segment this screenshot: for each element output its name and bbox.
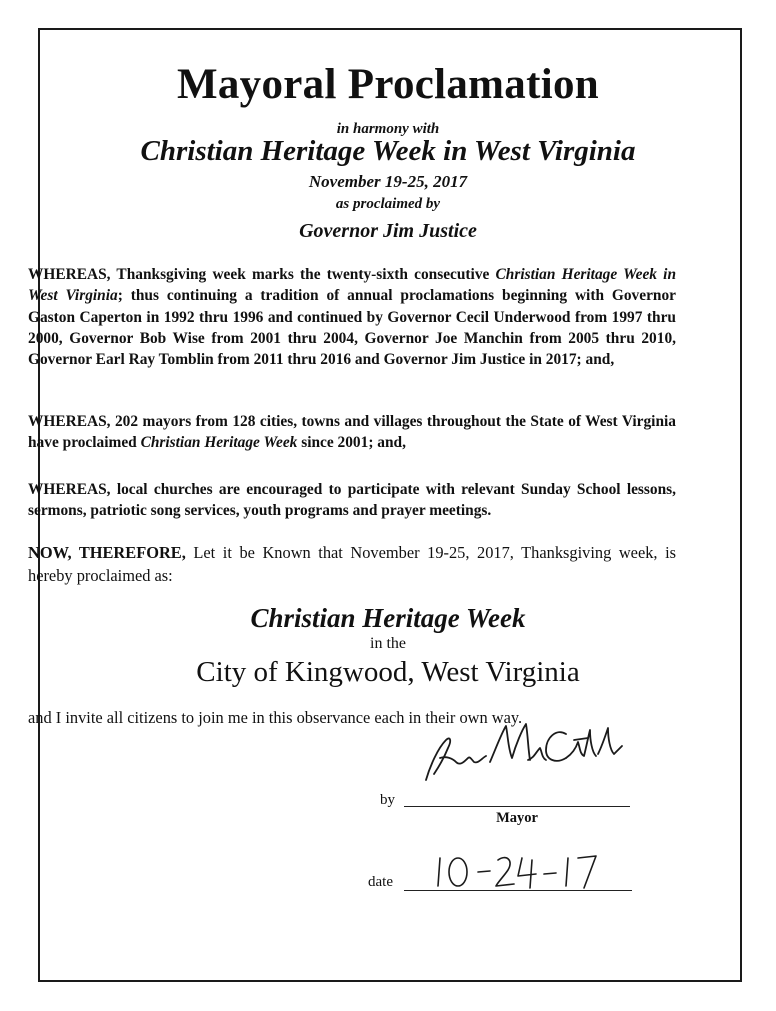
in-the-text: in the	[370, 635, 406, 652]
mayor-label: Mayor	[496, 810, 538, 826]
date-label: date	[368, 874, 393, 890]
whereas-paragraph-3: WHEREAS, local churches are encouraged to participate with relevant Sunday School lessons, sermons, patriotic song services, youth programs and prayer meetings.	[28, 481, 676, 520]
proclaimed-week: Christian Heritage Week	[250, 603, 526, 633]
by-label: by	[380, 792, 395, 808]
whereas-paragraph-1: WHEREAS, Thanksgiving week marks the twenty-sixth consecutive Christian Heritage Week in West Virginia; thus continuing a tradition of annual proclamations beginning with Governor Gaston Caperton in 1992 thru 1996 and continued by Governor Cecil Underwood from 1997 thru 2000, Governor Bob Wise from 2001 thru 2004, Governor Joe Manchin from 2005 thru 2010, Governor Earl Ray Tomblin from 2011 thru 2016 and Governor Jim Justice in 2017; and,	[28, 266, 677, 369]
event-name: Christian Heritage Week in West Virginia	[140, 135, 636, 167]
governor-name: Governor Jim Justice	[299, 220, 477, 242]
mayor-signature	[416, 718, 626, 788]
therefore-paragraph: NOW, THEREFORE, Let it be Known that November 19-25, 2017, Thanksgiving week, is hereby proclaimed as:	[28, 543, 676, 585]
date-line	[404, 890, 632, 891]
event-dates: November 19-25, 2017	[308, 172, 468, 191]
proclaimed-by: as proclaimed by	[335, 196, 441, 212]
invitation-text: and I invite all citizens to join me in this observance each in their own way.	[28, 708, 523, 727]
signature-line	[404, 806, 630, 807]
handwritten-date	[398, 850, 638, 892]
page-title: Mayoral Proclamation	[177, 61, 599, 108]
whereas-paragraph-2: WHEREAS, 202 mayors from 128 cities, towns and villages throughout the State of West Virginia have proclaimed Christian Heritage Week since 2001; and,	[28, 413, 676, 452]
city-name: City of Kingwood, West Virginia	[196, 656, 580, 688]
subtitle: in harmony with	[336, 121, 440, 137]
